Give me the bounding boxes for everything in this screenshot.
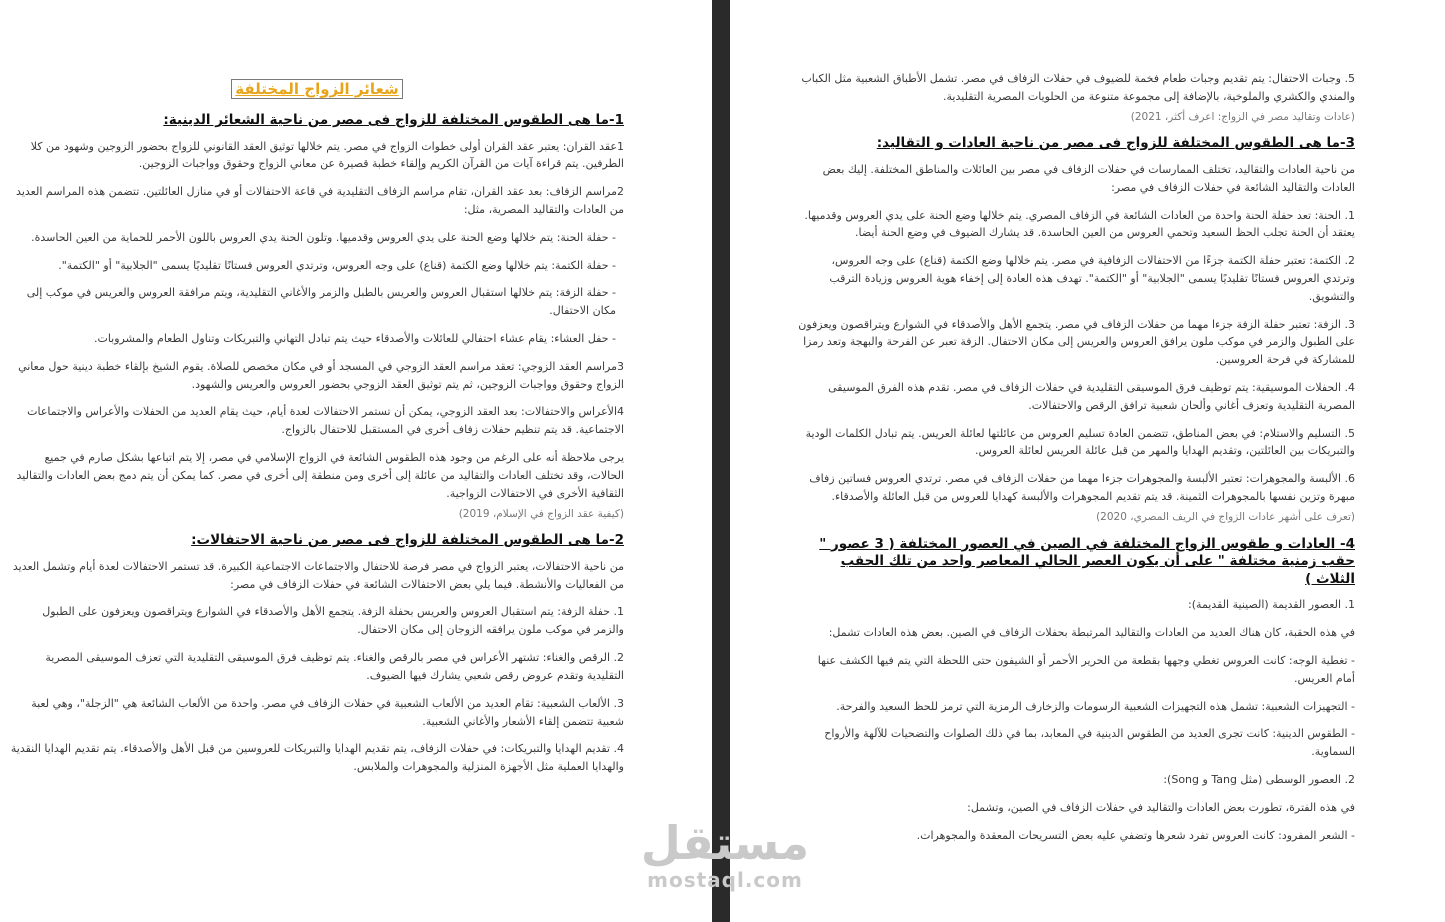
- bullet-item: - الشعر المفرود: كانت العروس تفرد شعرها وتضفي عليه بعض التسريحات المعقدة والمجوهرات.: [916, 828, 1355, 842]
- bullet-item: - التجهيزات الشعبية: تشمل هذه التجهيزات الشعبية الرسومات والزخارف الرمزية التي ترمز للحظ السعيد والفرحة.: [836, 699, 1355, 713]
- list-item: 2. الكتمة: تعتبر حفلة الكتمة جزءًا من الاحتفالات الزفافية في مصر. يتم خلالها وضع الكتمة (قناع) على وجه العروس، وترتدي العروس فستانًا تقليديًا يسمى "الجلابية" أو "الكتمة". تهدف هذه العادة إلى إخفاء هوية العروس وزيادة الترقب والتشويق.: [829, 254, 1355, 303]
- bullet-item: - حفل العشاء: يقام عشاء احتفالي للعائلات والأصدقاء حيث يتم تبادل التهاني والتبريكات وتناول الطعام والمشروبات.: [93, 332, 616, 346]
- watermark-url: mostaql.com: [647, 868, 803, 892]
- list-item: 3. الألعاب الشعبية: تقام العديد من الألعاب الشعبية في حفلات الزفاف في مصر. واحدة من الألعاب الشائعة هي "الزجلة"، وهي لعبة شعبية تتضمن إلقاء الأشعار والأغاني الشعبية.: [31, 696, 624, 728]
- document-title-text: شعائر الزواج المختلفة: [231, 79, 402, 99]
- list-item: 1. الحنة: تعد حفلة الحنة واحدة من العادات الشائعة في الزفاف المصري. يتم خلالها وضع الحنة على يدي العروس وقدميها. يعتقد أن الحنة تجلب الحظ السعيد وتحمي العروس من العين الحاسدة. قد يشارك الضيوف في وضع الحنة أيضا.: [804, 208, 1355, 240]
- section-1-heading: 1-ما هى الطقوس المختلفة للزواج فى مصر من ناحية الشعائر الدينية:: [163, 112, 624, 128]
- paragraph: 3مراسم العقد الزوجي: تعقد مراسم العقد الزوجي في المسجد أو في مكان مخصص للصلاة. يقوم الشيخ بإلقاء خطبة دينية حول معاني الزواج وحقوق وواجبات الزوجين، ثم يتم توثيق العقد الزوجي بحضور العروس والعريس والشهود.: [18, 359, 624, 391]
- bullet-item: - تغطية الوجه: كانت العروس تغطي وجهها بقطعة من الحرير الأحمر أو الشيفون حتى اللحظة التي يتم فيها الكشف عنها أمام العريس.: [817, 653, 1355, 685]
- page-divider: [712, 0, 730, 922]
- list-item: 2. العصور الوسطى (مثل Tang و Song):: [1163, 773, 1355, 786]
- citation: (كيفية عقد الزواج في الإسلام، 2019): [458, 507, 624, 520]
- document-title: [10, 80, 624, 98]
- paragraph: في هذه الفترة، تطورت بعض العادات والتقاليد في حفلات الزفاف في الصين، وتشمل:: [967, 800, 1355, 814]
- bullet-item: - حفلة الزفة: يتم خلالها استقبال العروس والعريس بالطبل والزمر والأغاني التقليدية، ويتم مرافقة العروس والعريس في موكب إلى مكان الاحتفال.: [26, 286, 616, 318]
- paragraph: 2مراسم الزفاف: بعد عقد القران، تقام مراسم الزفاف التقليدية في قاعة الاحتفالات أو في منازل العائلتين. تتضمن هذه المراسم العديد من العادات والتقاليد المصرية، مثل:: [16, 185, 624, 216]
- right-page: [730, 0, 1445, 922]
- citation: (تعرف على أشهر عادات الزواج في الريف المصري، 2020): [1096, 510, 1355, 523]
- bullet-item: - الطقوس الدينية: كانت تجرى العديد من الطقوس الدينية في المعابد، بما في ذلك الصلوات والتضحيات للآلهة والأرواح السماوية.: [824, 727, 1355, 759]
- citation: (عادات وتقاليد مصر في الزواج: اعرف أكثر، 2021): [1130, 110, 1355, 123]
- list-item: 1. العصور القديمة (الصينية القديمة):: [1188, 598, 1355, 612]
- paragraph: يرجى ملاحظة أنه على الرغم من وجود هذه الطقوس الشائعة في الزواج الإسلامي في مصر، إلا يتم اتباعها بشكل صارم في جميع الحالات، وقد تختلف العادات والتقاليد من عائلة إلى أخرى ومن منطقة إلى أخرى في مصر. كما يمكن أن يتم دمج بعض العادات والتقاليد الثقافية الأخرى في الاحتفالات الزواجية.: [16, 451, 624, 500]
- list-item: 5. وجبات الاحتفال: يتم تقديم وجبات طعام فخمة للضيوف في حفلات الزفاف في مصر. تشمل الأطباق الشعبية مثل الكباب والمندي والكشري والملوخية، بالإضافة إلى مجموعة متنوعة من الحلويات المصرية التقليدية.: [801, 72, 1355, 103]
- list-item: 4. الحفلات الموسيقية: يتم توظيف فرق الموسيقى التقليدية في حفلات الزفاف في مصر. تقدم هذه الفرق الموسيقى المصرية التقليدية وتعزف أغاني وألحان شعبية ترافق الرقص والاحتفالات.: [828, 381, 1355, 412]
- paragraph: من ناحية الاحتفالات، يعتبر الزواج في مصر فرصة للاحتفال والاجتماعات الاجتماعية الكبيرة. قد تستمر الاحتفالات لعدة أيام وتشمل العديد من الفعاليات والأنشطة. فيما يلي بعض الاحتفالات الشائعة في حفلات الزفاف في مصر:: [12, 559, 624, 591]
- bullet-item: - حفلة الكتمة: يتم خلالها وضع الكتمة (قناع) على وجه العروس، وترتدي العروس فستانًا تقليديًا يسمى "الجلابية" أو "الكتمة".: [58, 258, 616, 272]
- watermark-logo: مستقل: [640, 816, 810, 870]
- left-page: [0, 0, 712, 922]
- list-item: 5. التسليم والاستلام: في بعض المناطق، تتضمن العادة تسليم العروس من عائلتها لعائلة العريس. يتم تبادل الكلمات الودية والتبريكات بين العائلتين، وتقديم الهدايا والمهر من قبل عائلة العريس لعائلة العروس.: [805, 426, 1355, 458]
- paragraph: 4الأعراس والاحتفالات: بعد العقد الزوجي، يمكن أن تستمر الاحتفالات لعدة أيام، حيث يقام العديد من الحفلات والأعراس والاجتماعات الاجتماعية. قد يتم تنظيم حفلات زفاف أخرى في المستقبل للاحتفال بالزواج.: [27, 405, 624, 437]
- section-4-heading: 4- العادات و طقوس الزواج المختلفة في الصين في العصور المختلفة ( 3 عصور " حقب زمنية مختلفة " على أن يكون العصر الحالي المعاصر واحد من تلك الحقب الثلاث ): [819, 535, 1355, 587]
- list-item: 2. الرقص والغناء: تشتهر الأعراس في مصر بالرقص والغناء. يتم توظيف فرق الموسيقى التقليدية التي تعزف الموسيقى المصرية التقليدية وتقدم عروض رقص شعبي يشارك فيها الضيوف.: [45, 651, 624, 682]
- paragraph: 1عقد القران: يعتبر عقد القران أولى خطوات الزواج في مصر. يتم خلالها توثيق العقد القانوني للزواج بحضور الزوجين وشهود من كلا الطرفين. يتم قراءة آيات من القرآن الكريم وإلقاء خطبة قصيرة عن معاني الزواج وحقوق وواجبات الزوجين.: [30, 139, 624, 171]
- list-item: 1. حفلة الزفة: يتم استقبال العروس والعريس بحفلة الزفة. يتجمع الأهل والأصدقاء في الشوارع ويتراقصون ويعزفون على الطبول والزمر في موكب ملون يرافقه الزوجان إلى مكان الاحتفال.: [42, 605, 624, 637]
- list-item: 4. تقديم الهدايا والتبريكات: في حفلات الزفاف، يتم تقديم الهدايا والتبريكات للعروسين من قبل الأهل والأصدقاء. يتم تقديم الهدايا النقدية والهدايا العملية مثل الأجهزة المنزلية والمجوهرات والملابس.: [10, 742, 624, 774]
- paragraph: في هذه الحقبة، كان هناك العديد من العادات والتقاليد المرتبطة بحفلات الزفاف في الصين. بعض هذه العادات تشمل:: [828, 626, 1355, 640]
- list-item: 6. الألبسة والمجوهرات: تعتبر الألبسة والمجوهرات جزءا مهما من حفلات الزفاف في مصر. ترتدي العروس فساتين زفاف مبهرة وتزين نفسها بالمجوهرات الثمينة. قد يتم تقديم المجوهرات والألبسة كهدايا للعروس من قبل العائلة والأصدقاء.: [809, 472, 1355, 504]
- paragraph: من ناحية العادات والتقاليد، تختلف الممارسات في حفلات الزفاف في مصر بين العائلات والمناطق المختلفة. إليك بعض العادات والتقاليد الشائعة في حفلات الزفاف في مصر:: [822, 162, 1355, 194]
- section-2-heading: 2-ما هى الطقوس المختلفة للزواج فى مصر من ناحية الاحتفالات:: [191, 532, 624, 549]
- list-item: 3. الزفة: تعتبر حفلة الزفة جزءا مهما من حفلات الزفاف في مصر. يتجمع الأهل والأصدقاء في الشوارع ويتراقصون ويعزفون على الطبول والزمر في موكب ملون يرافق العروس والعريس إلى مكان الاحتفال. الزفة تعبر عن الفرحة والبهجة وتعد رمزا للمشاركة في فرحة العروسين.: [798, 317, 1355, 367]
- bullet-item: - حفلة الحنة: يتم خلالها وضع الحنة على يدي العروس وقدميها. وتلون الحنة يدي العروس باللون الأحمر للحماية من العين الحاسدة.: [31, 230, 616, 244]
- section-3-heading: 3-ما هى الطقوس المختلفة للزواج فى مصر من ناحية العادات و التقاليد:: [876, 135, 1355, 152]
